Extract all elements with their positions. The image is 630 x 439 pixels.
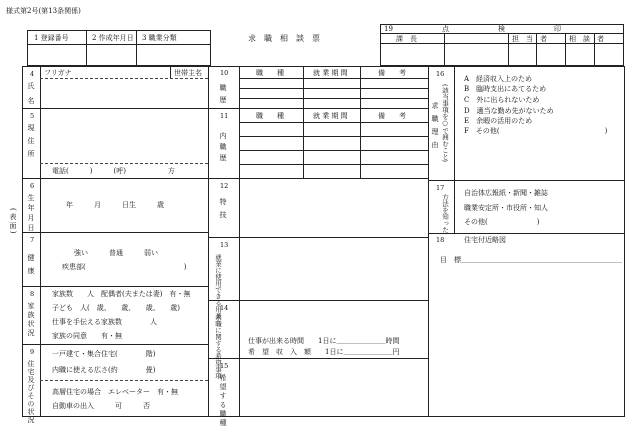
sec16-note: (該当事項を○で囲むこと): [441, 84, 449, 163]
sec14-number: 14: [220, 304, 229, 312]
sec5-label: 現住所: [27, 124, 35, 163]
date-made-label: 2 作成年月日: [92, 34, 134, 42]
method-line-1: 自治体広報紙・新聞・雑誌: [464, 189, 548, 197]
housing-line-4: 自動車の出入 可 否: [52, 402, 150, 410]
reg-no-label: 1 登録番号: [34, 34, 69, 42]
method-line-3: その他( ): [464, 218, 540, 226]
family-line-2: 子ども 人( 歳、 歳、 歳、 歳): [52, 304, 180, 312]
job-class-label: 3 職業分類: [142, 34, 177, 42]
sec14-label: 求職に関する希望事項: [214, 314, 222, 379]
sec6-label: 生年月日: [27, 194, 35, 234]
sec15-number: 15: [220, 362, 229, 370]
family-line-4: 家族の同意 有・無: [52, 332, 122, 340]
landmark-label: 目 標＿＿＿＿＿＿＿＿＿＿＿＿＿＿＿＿＿＿＿＿＿＿＿: [440, 256, 622, 264]
reason-f: F その他( ): [464, 127, 608, 135]
reason-a: A 経済収入上のため: [464, 75, 533, 83]
family-line-1: 家族数 人 配偶者(夫または妻) 有・無: [52, 290, 191, 298]
sec7-label: 健康: [27, 254, 35, 280]
sec11-col-period: 就 業 期 間: [313, 112, 348, 120]
sec10-col-note: 備 考: [378, 69, 406, 77]
health-options: 強い 普通 弱い: [74, 249, 158, 257]
family-line-3: 仕事を手伝える家族数 人: [52, 318, 157, 326]
reason-d: D 適当な勤め先がないため: [464, 107, 554, 115]
sec18-number: 18: [436, 236, 445, 244]
wage-label: 希 望 収 入 額 1日に＿＿＿＿＿＿＿円: [248, 348, 400, 356]
housing-line-2: 内職に使える広さ(約 畳): [52, 366, 156, 374]
sec11-col-job: 職 種: [256, 112, 284, 120]
housing-line-3: 高層住宅の場合 エレベーター 有・無: [52, 388, 178, 396]
disease-label: 疾患部( ): [62, 263, 187, 271]
inspection-title: 点 検 印: [442, 25, 561, 33]
reason-b: B 臨時支出にあてるため: [464, 85, 547, 93]
sec7-number: 7: [30, 236, 35, 244]
sec17-label: 方法を知った: [441, 194, 449, 233]
sec17-number: 17: [436, 184, 445, 192]
sec11-number: 11: [220, 112, 229, 120]
sec4-number: 4: [30, 70, 35, 78]
sec10-col-job: 職 種: [256, 69, 284, 77]
sec12-number: 12: [220, 182, 229, 190]
birth-date-label: 年 月 日生 歳: [66, 201, 164, 209]
sec10-col-period: 就 業 期 間: [313, 69, 348, 77]
sec16-label: 求職理由: [431, 102, 439, 154]
sec11-label: 内職歴: [219, 132, 227, 165]
method-line-2: 職業安定所・市役所・知人: [464, 204, 548, 212]
sec8-number: 8: [30, 290, 35, 298]
sec10-number: 10: [220, 69, 229, 77]
sec9-label: 住宅及びその状況: [27, 360, 35, 424]
front-side-label: (表面): [9, 208, 17, 236]
sec18-label: 住宅付近略図: [464, 236, 506, 244]
phone-label: 電話( ) (呼) 方: [52, 167, 175, 175]
sec8-label: 家族状況: [27, 302, 35, 338]
manager-label: 課 長: [396, 35, 417, 43]
form-title: 求 職 相 談 票: [248, 34, 320, 43]
sec11-col-note: 備 考: [378, 112, 406, 120]
sec15-label: 希望する職種: [219, 374, 227, 428]
sec10-label: 職歴: [219, 84, 227, 108]
reason-e: E 余暇の活用のため: [464, 117, 533, 125]
consultant-label: 相 談 者: [569, 35, 604, 43]
sec6-number: 6: [30, 182, 35, 190]
reason-c: C 外に出られないため: [464, 96, 540, 104]
inspection-number: 19: [384, 25, 393, 33]
sec13-number: 13: [220, 241, 229, 249]
work-hours-label: 仕事が出来る時間 1日に＿＿＿＿＿＿＿時間: [248, 337, 400, 345]
housing-line-1: 一戸建て・集合住宅( 階): [52, 350, 156, 358]
sec13-label: 就業に使用できる用具: [214, 254, 222, 319]
sec4-label: 氏名: [27, 82, 35, 112]
sec9-number: 9: [30, 348, 35, 356]
form-id: 様式第2号(第13条関係): [6, 7, 81, 15]
furigana-label: フリガナ: [44, 69, 72, 77]
sec5-number: 5: [30, 112, 35, 120]
sec12-label: 特技: [219, 198, 227, 224]
sec16-number: 16: [436, 70, 445, 78]
in-charge-label: 担 当 者: [512, 35, 547, 43]
head-of-household-label: 世帯主名: [174, 69, 202, 77]
